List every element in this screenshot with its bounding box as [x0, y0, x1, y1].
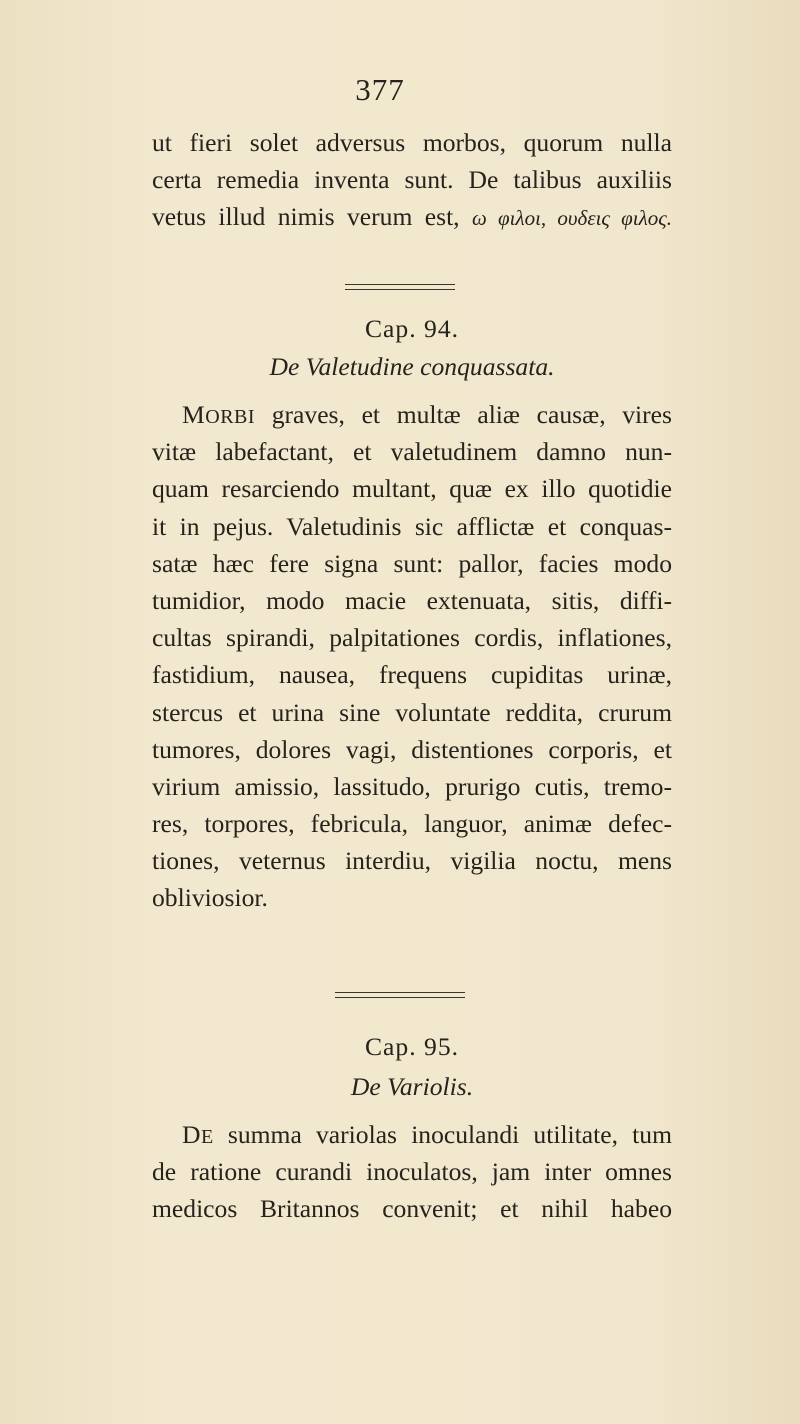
- text-line: tumores, dolores vagi, distentiones corporis, et: [152, 734, 672, 764]
- text-line: res, torpores, febricula, languor, animæ defec-: [152, 809, 672, 839]
- text-line: tumidior, modo macie extenuata, sitis, diffi-: [152, 585, 672, 615]
- text-line: cultas spirandi, palpitationes cordis, inflationes,: [152, 623, 672, 653]
- chapter-94-body: [152, 396, 672, 917]
- text-line: stercus et urina sine voluntate reddita, crurum: [152, 697, 672, 727]
- text-line: virium amissio, lassitudo, prurigo cutis, tremo-: [152, 771, 672, 801]
- chapter-heading: Cap. 95.: [364, 1032, 460, 1061]
- text-line: DE summa variolas inoculandi utilitate, tum: [182, 1120, 672, 1149]
- greek-quotation: ω φιλοι, ουδεις φιλος.: [471, 206, 672, 231]
- chapter-heading: Cap. 94.: [364, 314, 460, 343]
- opening-word: MORBI: [182, 400, 256, 429]
- section-divider: [335, 992, 465, 998]
- section-divider: [345, 284, 455, 290]
- text-line: vitæ labefactant, et valetudinem damno nun-: [152, 437, 672, 467]
- text-line: it in pejus. Valetudinis sic afflictæ et conquas-: [152, 511, 672, 541]
- text-line: ut fieri solet adversus morbos, quorum nulla: [152, 128, 672, 157]
- intro-paragraph: [152, 124, 672, 236]
- text-line: fastidium, nausea, frequens cupiditas urinæ,: [152, 660, 672, 690]
- text-line: vetus illud nimis verum est, ω φιλοι, ουδεις φιλος.: [152, 202, 672, 232]
- text-line: MORBI graves, et multæ aliæ causæ, vires: [182, 400, 672, 429]
- text-line: obliviosior.: [152, 883, 268, 913]
- text-line: medicos Britannos convenit; et nihil habeo: [152, 1194, 672, 1224]
- page-number: 377: [355, 72, 405, 107]
- text-line: certa remedia inventa sunt. De talibus auxiliis: [152, 165, 672, 195]
- text-line: satæ hæc fere signa sunt: pallor, facies modo: [152, 548, 672, 578]
- text-line: de ratione curandi inoculatos, jam inter omnes: [152, 1157, 672, 1187]
- chapter-title: De Variolis.: [350, 1072, 474, 1101]
- opening-word: DE: [182, 1120, 214, 1149]
- text-line: tiones, veternus interdiu, vigilia noctu, mens: [152, 846, 672, 876]
- chapter-95-body: [152, 1116, 672, 1228]
- text-line: quam resarciendo multant, quæ ex illo quotidie: [152, 474, 672, 504]
- chapter-title: De Valetudine conquassata.: [269, 352, 555, 381]
